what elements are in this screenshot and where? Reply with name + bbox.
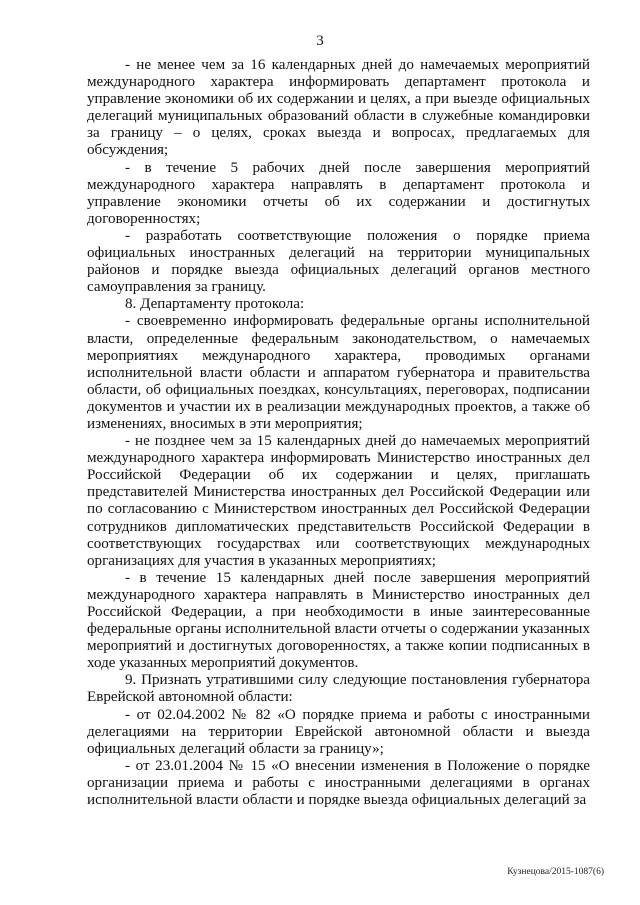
paragraph-decree-2002: - от 02.04.2002 № 82 «О порядке приема и работы с иностранными делегациями на территории Еврейской автономной области и выезда официальных делегаций области за границу»; (87, 706, 590, 757)
page-number: 3 (316, 33, 324, 49)
paragraph-report-15-days: - в течение 15 календарных дней после завершения мероприятий международного характера направлять в Министерство иностранных дел Российской Федерации, а при необходимости в иные заинтересованные федеральные органы исполнительной власти отчеты о содержании указанных мероприятий и достигнутых договоренностях, а также копии подписанных в ходе указанных мероприятий документов. (87, 569, 590, 672)
paragraph-item-8-heading: 8. Департаменту протокола: (125, 296, 305, 313)
paragraph-inform-federal-bodies: - своевременно информировать федеральные органы исполнительной власти, определенные федеральным законодательством, о намечаемых мероприятиях международного характера, проводимых органами исполнительной власти области и аппаратом губернатора и правительства области, об официальных поездках, консультациях, переговорах, подписании документов и участии их в реализации международных проектов, а также об изменениях, вносимых в эти мероприятия; (87, 313, 590, 432)
paragraph-notify-16-days: - не менее чем за 16 календарных дней до намечаемых мероприятий международного характера информировать департамент протокола и управление экономики об их содержании и целях, а при выезде официальных делегаций муниципальных образований области в служебные командировки за границу – о целях, сроках выезда и вопросах, предлагаемых для обсуждения; (87, 57, 590, 159)
paragraph-report-5-days: - в течение 5 рабочих дней после завершения мероприятий международного характера направлять в департамент протокола и управление экономики отчеты об их содержании и достигнутых договоренностях; (87, 159, 590, 227)
paragraph-item-9-heading: 9. Признать утратившими силу следующие постановления губернатора Еврейской автономной области: (87, 672, 590, 706)
document-body (87, 57, 590, 809)
paragraph-develop-regulations: - разработать соответствующие положения о порядке приема официальных иностранных делегаций на территории муниципальных районов и порядке выезда официальных делегаций органов местного самоуправления за границу. (87, 227, 590, 296)
paragraph-decree-2004: - от 23.01.2004 № 15 «О внесении изменения в Положение о порядке организации приема и работы с иностранными делегациями в органах исполнительной власти области и порядке выезда официальных делегаций за (87, 757, 590, 809)
paragraph-notify-15-days: - не позднее чем за 15 календарных дней до намечаемых мероприятий международного характера информировать Министерство иностранных дел Российской Федерации об их содержании и целях, приглашать представителей Министерства иностранных дел Российской Федерации или по согласованию с Министерством иностранных дел Российской Федерации сотрудников дипломатических представительств Российской Федерации в соответствующих государствах или соответствующих международных организациях для участия в указанных мероприятиях; (87, 433, 590, 569)
document-footer-code: Кузнецова/2015-1087(6) (507, 867, 604, 877)
